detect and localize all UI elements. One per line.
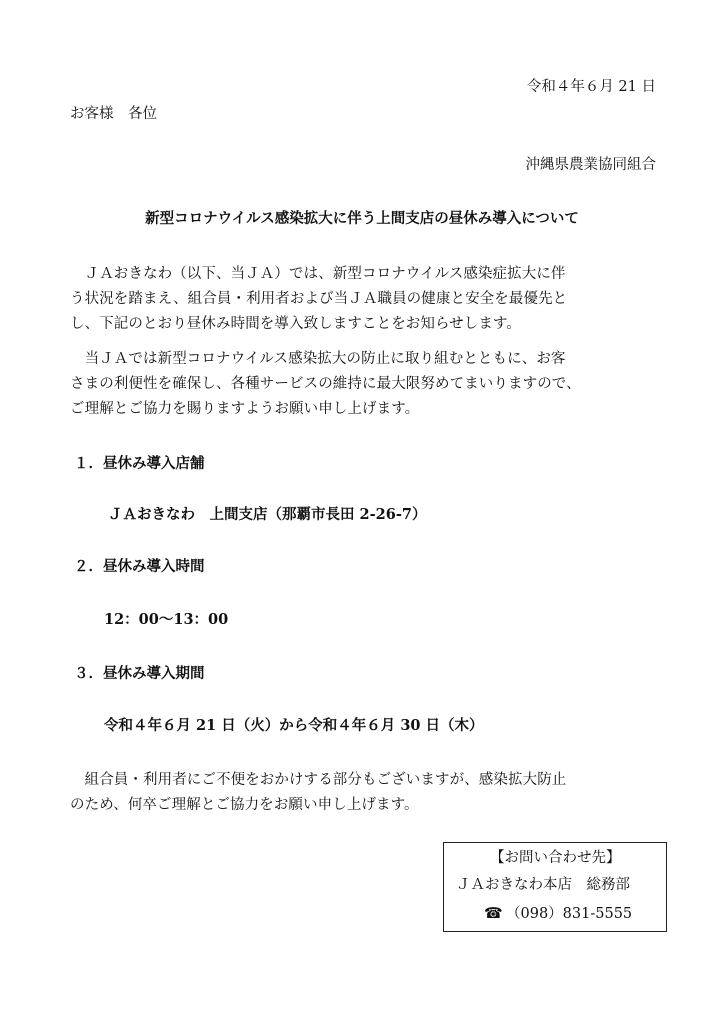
contact-heading: 【お問い合わせ先】: [490, 850, 621, 866]
contact-phone-number: （098）831-5555: [506, 906, 633, 922]
section-heading-store: １．昼休み導入店舗: [74, 455, 205, 472]
closing-paragraph: [70, 768, 660, 818]
intro-paragraph: [70, 262, 660, 337]
section-heading-period: ３．昼休み導入期間: [74, 665, 205, 682]
paragraph-line: ご理解とご協力を賜りますようお願い申し上げます。: [70, 401, 420, 417]
addressee: お客様 各位: [70, 106, 157, 122]
section-content-period: 令和４年６月 21 日（火）から令和４年６月 30 日（木）: [104, 717, 484, 734]
section-content-store: ＪＡおきなわ 上間支店（那覇市長田 2-26-7）: [108, 506, 427, 523]
issue-date: 令和４年６月 21 日: [526, 79, 656, 95]
contact-organization: ＪＡおきなわ本店 総務部: [456, 877, 630, 893]
paragraph-line: 組合員・利用者にご不便をおかけする部分もございますが、感染拡大防止: [70, 772, 567, 788]
paragraph-line: う状況を踏まえ、組合員・利用者および当ＪＡ職員の健康と安全を最優先と: [70, 291, 568, 307]
contact-box: [443, 842, 667, 932]
paragraph-line: し、下記のとおり昼休み時間を導入致しますことをお知らせします。: [70, 316, 522, 332]
paragraph-line: のため、何卒ご理解とご協力をお願い申し上げます。: [70, 797, 419, 813]
sender-organization: 沖縄県農業協同組合: [525, 157, 656, 173]
paragraph-line: 当ＪＡでは新型コロナウイルス感染拡大の防止に取り組むとともに、お客: [70, 351, 566, 367]
paragraph-line: さまの利便性を確保し、各種サービスの維持に最大限努めてまいりますので、: [70, 376, 581, 392]
document-title: 新型コロナウイルス感染拡大に伴う上間支店の昼休み導入について: [145, 210, 579, 227]
telephone-icon: ☎: [484, 904, 503, 922]
policy-paragraph: [70, 347, 660, 422]
contact-phone-row: [484, 903, 632, 924]
paragraph-line: ＪＡおきなわ（以下、当ＪＡ）では、新型コロナウイルス感染症拡大に伴: [70, 266, 566, 282]
section-heading-time: ２．昼休み導入時間: [74, 558, 205, 575]
section-content-time: 12：00〜13：00: [104, 611, 229, 628]
